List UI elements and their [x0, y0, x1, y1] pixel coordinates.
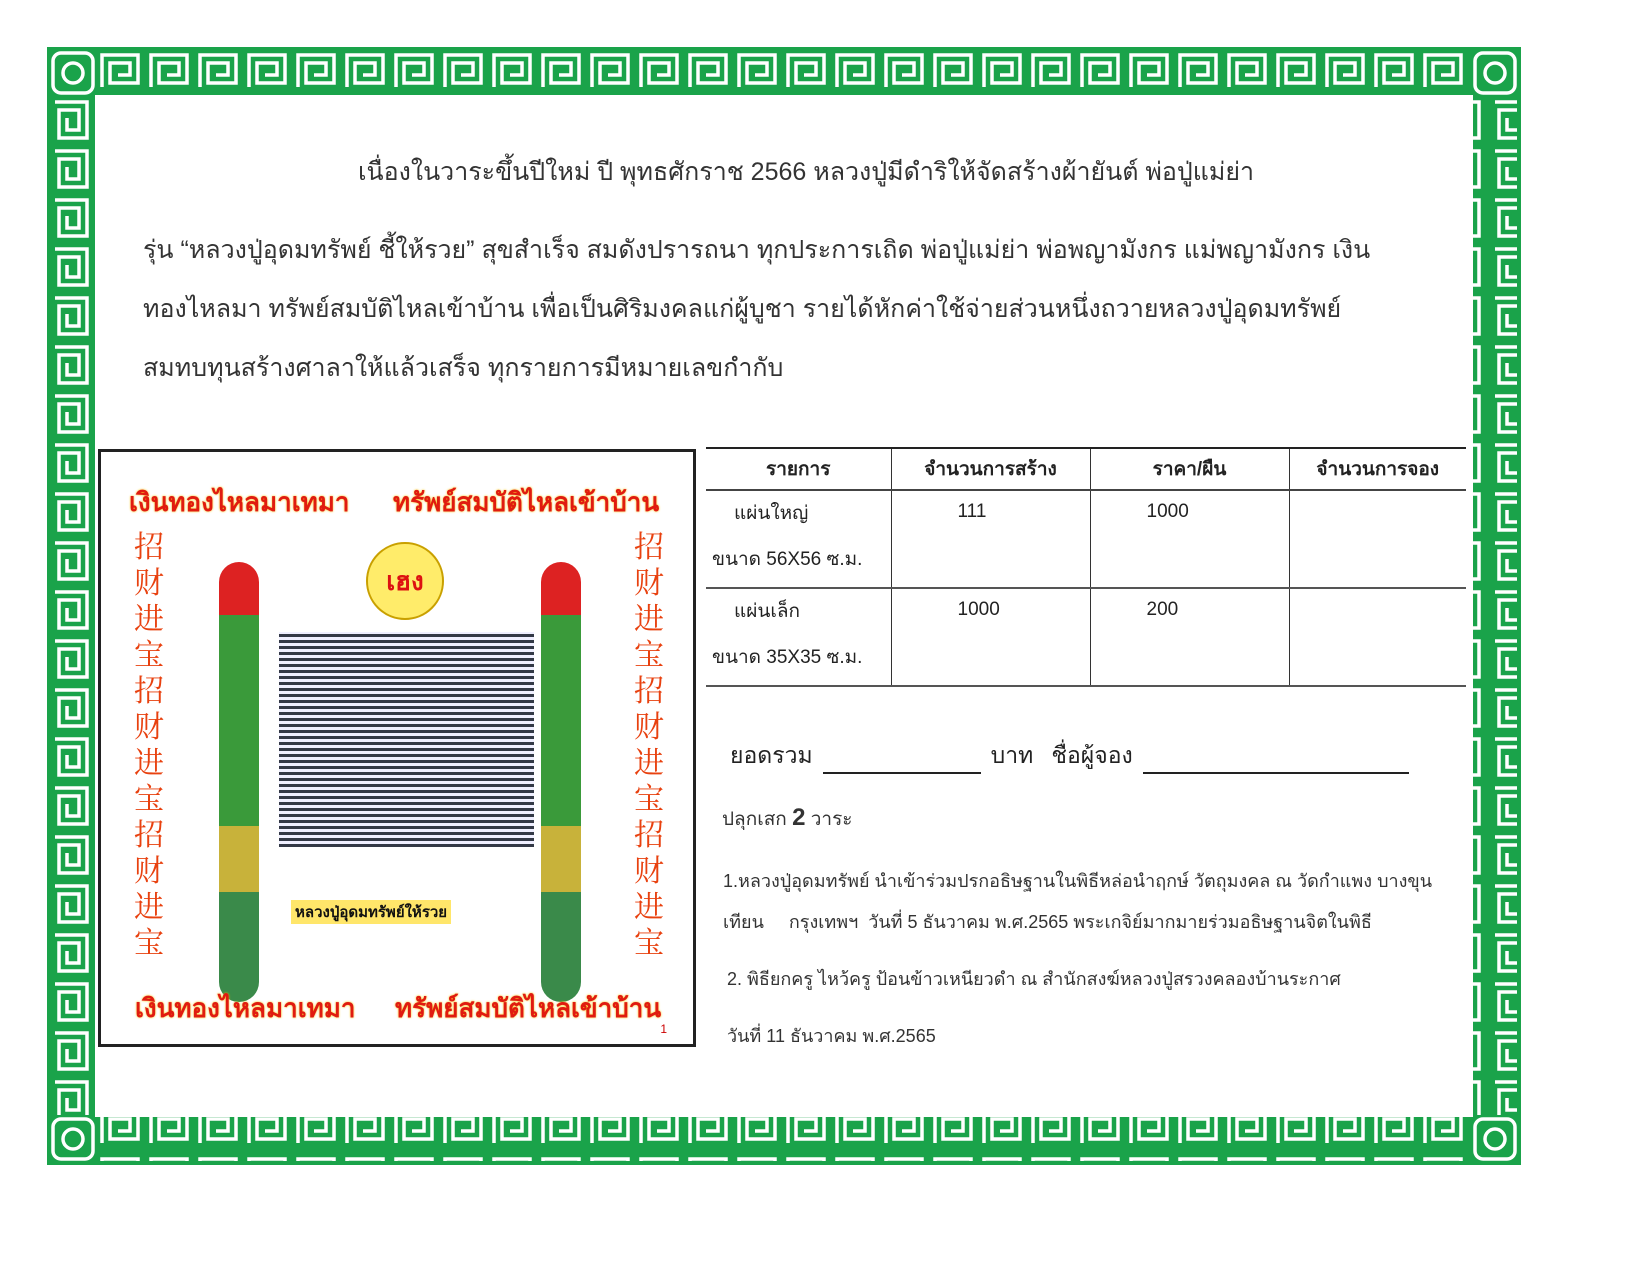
- header-price: ราคา/ผืน: [1090, 448, 1289, 490]
- picture-side-text-left: 招财进宝招财进宝招财进宝: [134, 530, 164, 961]
- picture-caption-top-right: ทรัพย์สมบัติไหลเข้าบ้าน: [393, 487, 660, 517]
- ceremony-title: [722, 804, 852, 834]
- item-size: ขนาด 35X35 ซ.ม.: [712, 647, 863, 668]
- ceremony-title-suffix: วาระ: [810, 809, 853, 830]
- order-summary: [730, 738, 1409, 774]
- name-field[interactable]: [1143, 748, 1409, 774]
- item-price: 1000: [1146, 501, 1189, 522]
- order-table: [706, 447, 1466, 687]
- header-quantity: จำนวนการสร้าง: [891, 448, 1090, 490]
- ceremony-item-2-line-1: 2. พิธียกครู ไหว้ครู ป้อนข้าวเหนียวดำ ณ สำนักสงฆ์หลวงปู่สรวงคลองบ้านระกาศ: [727, 969, 1341, 989]
- header-item: รายการ: [706, 448, 891, 490]
- item-reserved-field[interactable]: [1290, 589, 1467, 599]
- table-row: [706, 588, 1466, 686]
- item-reserved-field[interactable]: [1290, 491, 1467, 501]
- intro-line-1: เนื่องในวาระขึ้นปีใหม่ ปี พุทธศักราช 2566 หลวงปู่มีดำริให้จัดสร้างผ้ายันต์ พ่อปู่แม่ย่า: [358, 158, 1255, 186]
- picture-caption-bottom-left: เงินทองไหลมาเทมา: [135, 993, 356, 1023]
- item-name: แผ่นเล็ก: [734, 601, 801, 622]
- heng-sun-emblem: เฮง: [366, 542, 444, 620]
- picture-caption-bottom-right: ทรัพย์สมบัติไหลเข้าบ้าน: [395, 993, 662, 1023]
- picture-caption-top-left: เงินทองไหลมาเทมา: [129, 487, 350, 517]
- yantra-cloth-image: [98, 449, 696, 1047]
- ceremony-item-1-line-2: เทียน กรุงเทพฯ วันที่ 5 ธันวาคม พ.ศ.2565 พระเกจิย์มากมายร่วมอธิษฐานจิตในพิธี: [723, 912, 1372, 932]
- currency-label: บาท: [990, 742, 1034, 768]
- intro-line-4: สมทบทุนสร้างศาลาให้แล้วเสร็จ ทุกรายการมีหมายเลขกำกับ: [143, 354, 784, 382]
- yantra-script-graphic: [279, 632, 534, 847]
- item-size: ขนาด 56X56 ซ.ม.: [712, 549, 863, 570]
- intro-line-3: ทองไหลมา ทรัพย์สมบัติไหลเข้าบ้าน เพื่อเป็นศิริมงคลแก่ผู้บูชา รายได้หักค่าใช้จ่ายส่วนหนึ่งถวายหลวงปู่อุดมทรัพย์: [143, 295, 1342, 323]
- ceremony-item-1-line-1: 1.หลวงปู่อุดมทรัพย์ นำเข้าร่วมปรกอธิษฐานในพิธีหล่อนำฤกษ์ วัตถุมงคล ณ วัดกำแพง บางขุน: [723, 871, 1432, 891]
- dragon-left-graphic: [219, 562, 259, 1002]
- ceremony-title-prefix: ปลุกเสก: [722, 809, 787, 830]
- intro-line-2: รุ่น “หลวงปู่อุดมทรัพย์ ชี้ให้รวย” สุขสำเร็จ สมดังปรารถนา ทุกประการเถิด พ่อปู่แม่ย่า พ่อพญามังกร แม่พญามังกร เงิน: [143, 236, 1371, 264]
- total-label: ยอดรวม: [730, 742, 813, 768]
- table-header-row: [706, 448, 1466, 490]
- name-label: ชื่อผู้จอง: [1051, 742, 1133, 768]
- picture-side-text-right: 招财进宝招财进宝招财进宝: [634, 530, 664, 961]
- picture-number: 1: [660, 1022, 667, 1036]
- total-field[interactable]: [823, 748, 981, 774]
- item-quantity: 111: [957, 501, 987, 522]
- table-row: [706, 490, 1466, 588]
- ceremony-item-2-line-2: วันที่ 11 ธันวาคม พ.ศ.2565: [727, 1026, 936, 1046]
- ceremony-count: 2: [792, 804, 806, 831]
- item-price: 200: [1146, 599, 1179, 620]
- header-reserved: จำนวนการจอง: [1289, 448, 1466, 490]
- item-name: แผ่นใหญ่: [734, 503, 809, 524]
- picture-blessing: หลวงปู่อุดมทรัพย์ให้รวย: [291, 900, 451, 924]
- dragon-right-graphic: [541, 562, 581, 1002]
- item-quantity: 1000: [957, 599, 1000, 620]
